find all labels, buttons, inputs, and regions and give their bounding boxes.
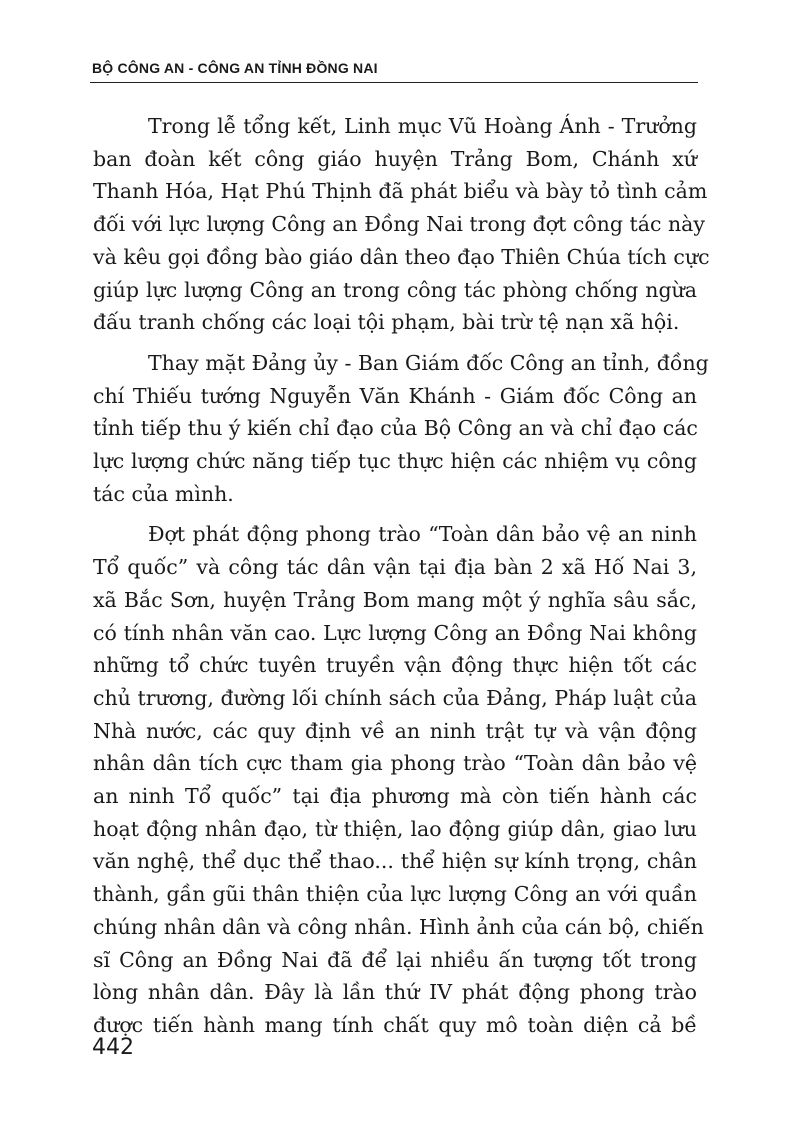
body-text (93, 110, 710, 1042)
text-line: có tính nhân văn cao. Lực lượng Công an Đồng Nai không (93, 620, 697, 645)
running-header: BỘ CÔNG AN - CÔNG AN TỈNH ĐỒNG NAI (92, 60, 378, 76)
text-line: hoạt động nhân đạo, từ thiện, lao động giúp dân, giao lưu (93, 816, 697, 841)
text-line: Đợt phát động phong trào “Toàn dân bảo vệ an ninh (148, 522, 697, 547)
text-line: tỉnh tiếp thu ý kiến chỉ đạo của Bộ Công an và chỉ đạo các (93, 416, 698, 441)
page-number: 442 (92, 1035, 134, 1060)
text-line: Nhà nước, các quy định về an ninh trật tự và vận động (93, 718, 697, 743)
text-line: nhân dân tích cực tham gia phong trào “Toàn dân bảo vệ (93, 751, 697, 776)
text-line: những tổ chức tuyên truyền vận động thực hiện tốt các (93, 653, 697, 678)
text-line: lực lượng chức năng tiếp tục thực hiện các nhiệm vụ công (93, 449, 697, 474)
text-line: lòng nhân dân. Đây là lần thứ IV phát động phong trào (93, 980, 697, 1005)
text-line: được tiến hành mang tính chất quy mô toàn diện cả bề (93, 1012, 697, 1037)
text-line: và kêu gọi đồng bào giáo dân theo đạo Thiên Chúa tích cực (93, 244, 710, 269)
text-line: Thay mặt Đảng ủy - Ban Giám đốc Công an tỉnh, đồng (148, 350, 709, 375)
header-divider (90, 82, 698, 83)
text-line: thành, gần gũi thân thiện của lực lượng Công an với quần (93, 882, 697, 907)
text-line: chủ trương, đường lối chính sách của Đảng, Pháp luật của (93, 685, 697, 710)
paragraph-spacer (93, 510, 697, 518)
paragraph-2 (93, 347, 709, 511)
text-line: Tổ quốc” và công tác dân vận tại địa bàn 2 xã Hố Nai 3, (93, 555, 697, 580)
text-line: xã Bắc Sơn, huyện Trảng Bom mang một ý nghĩa sâu sắc, (93, 587, 697, 612)
text-line: đấu tranh chống các loại tội phạm, bài trừ tệ nạn xã hội. (93, 310, 680, 335)
text-line: Thanh Hóa, Hạt Phú Thịnh đã phát biểu và bày tỏ tình cảm (93, 179, 708, 204)
text-line: an ninh Tổ quốc” tại địa phương mà còn tiến hành các (93, 784, 697, 809)
text-line: giúp lực lượng Công an trong công tác phòng chống ngừa (93, 277, 697, 302)
text-line: đối với lực lượng Công an Đồng Nai trong đợt công tác này (93, 212, 705, 237)
text-line: chí Thiếu tướng Nguyễn Văn Khánh - Giám đốc Công an (93, 383, 697, 408)
text-line: chúng nhân dân và công nhân. Hình ảnh của cán bộ, chiến (93, 914, 704, 939)
text-line: Trong lễ tổng kết, Linh mục Vũ Hoàng Ánh - Trưởng (148, 114, 697, 138)
paragraph-spacer (93, 339, 697, 347)
text-line: văn nghệ, thể dục thể thao... thể hiện sự kính trọng, chân (93, 849, 697, 874)
text-line: sĩ Công an Đồng Nai đã để lại nhiều ấn tượng tốt trong (93, 947, 697, 972)
text-line: tác của mình. (93, 481, 234, 506)
text-line: ban đoàn kết công giáo huyện Trảng Bom, Chánh xứ (93, 146, 697, 171)
paragraph-3 (93, 518, 704, 1041)
paragraph-1 (93, 110, 710, 339)
